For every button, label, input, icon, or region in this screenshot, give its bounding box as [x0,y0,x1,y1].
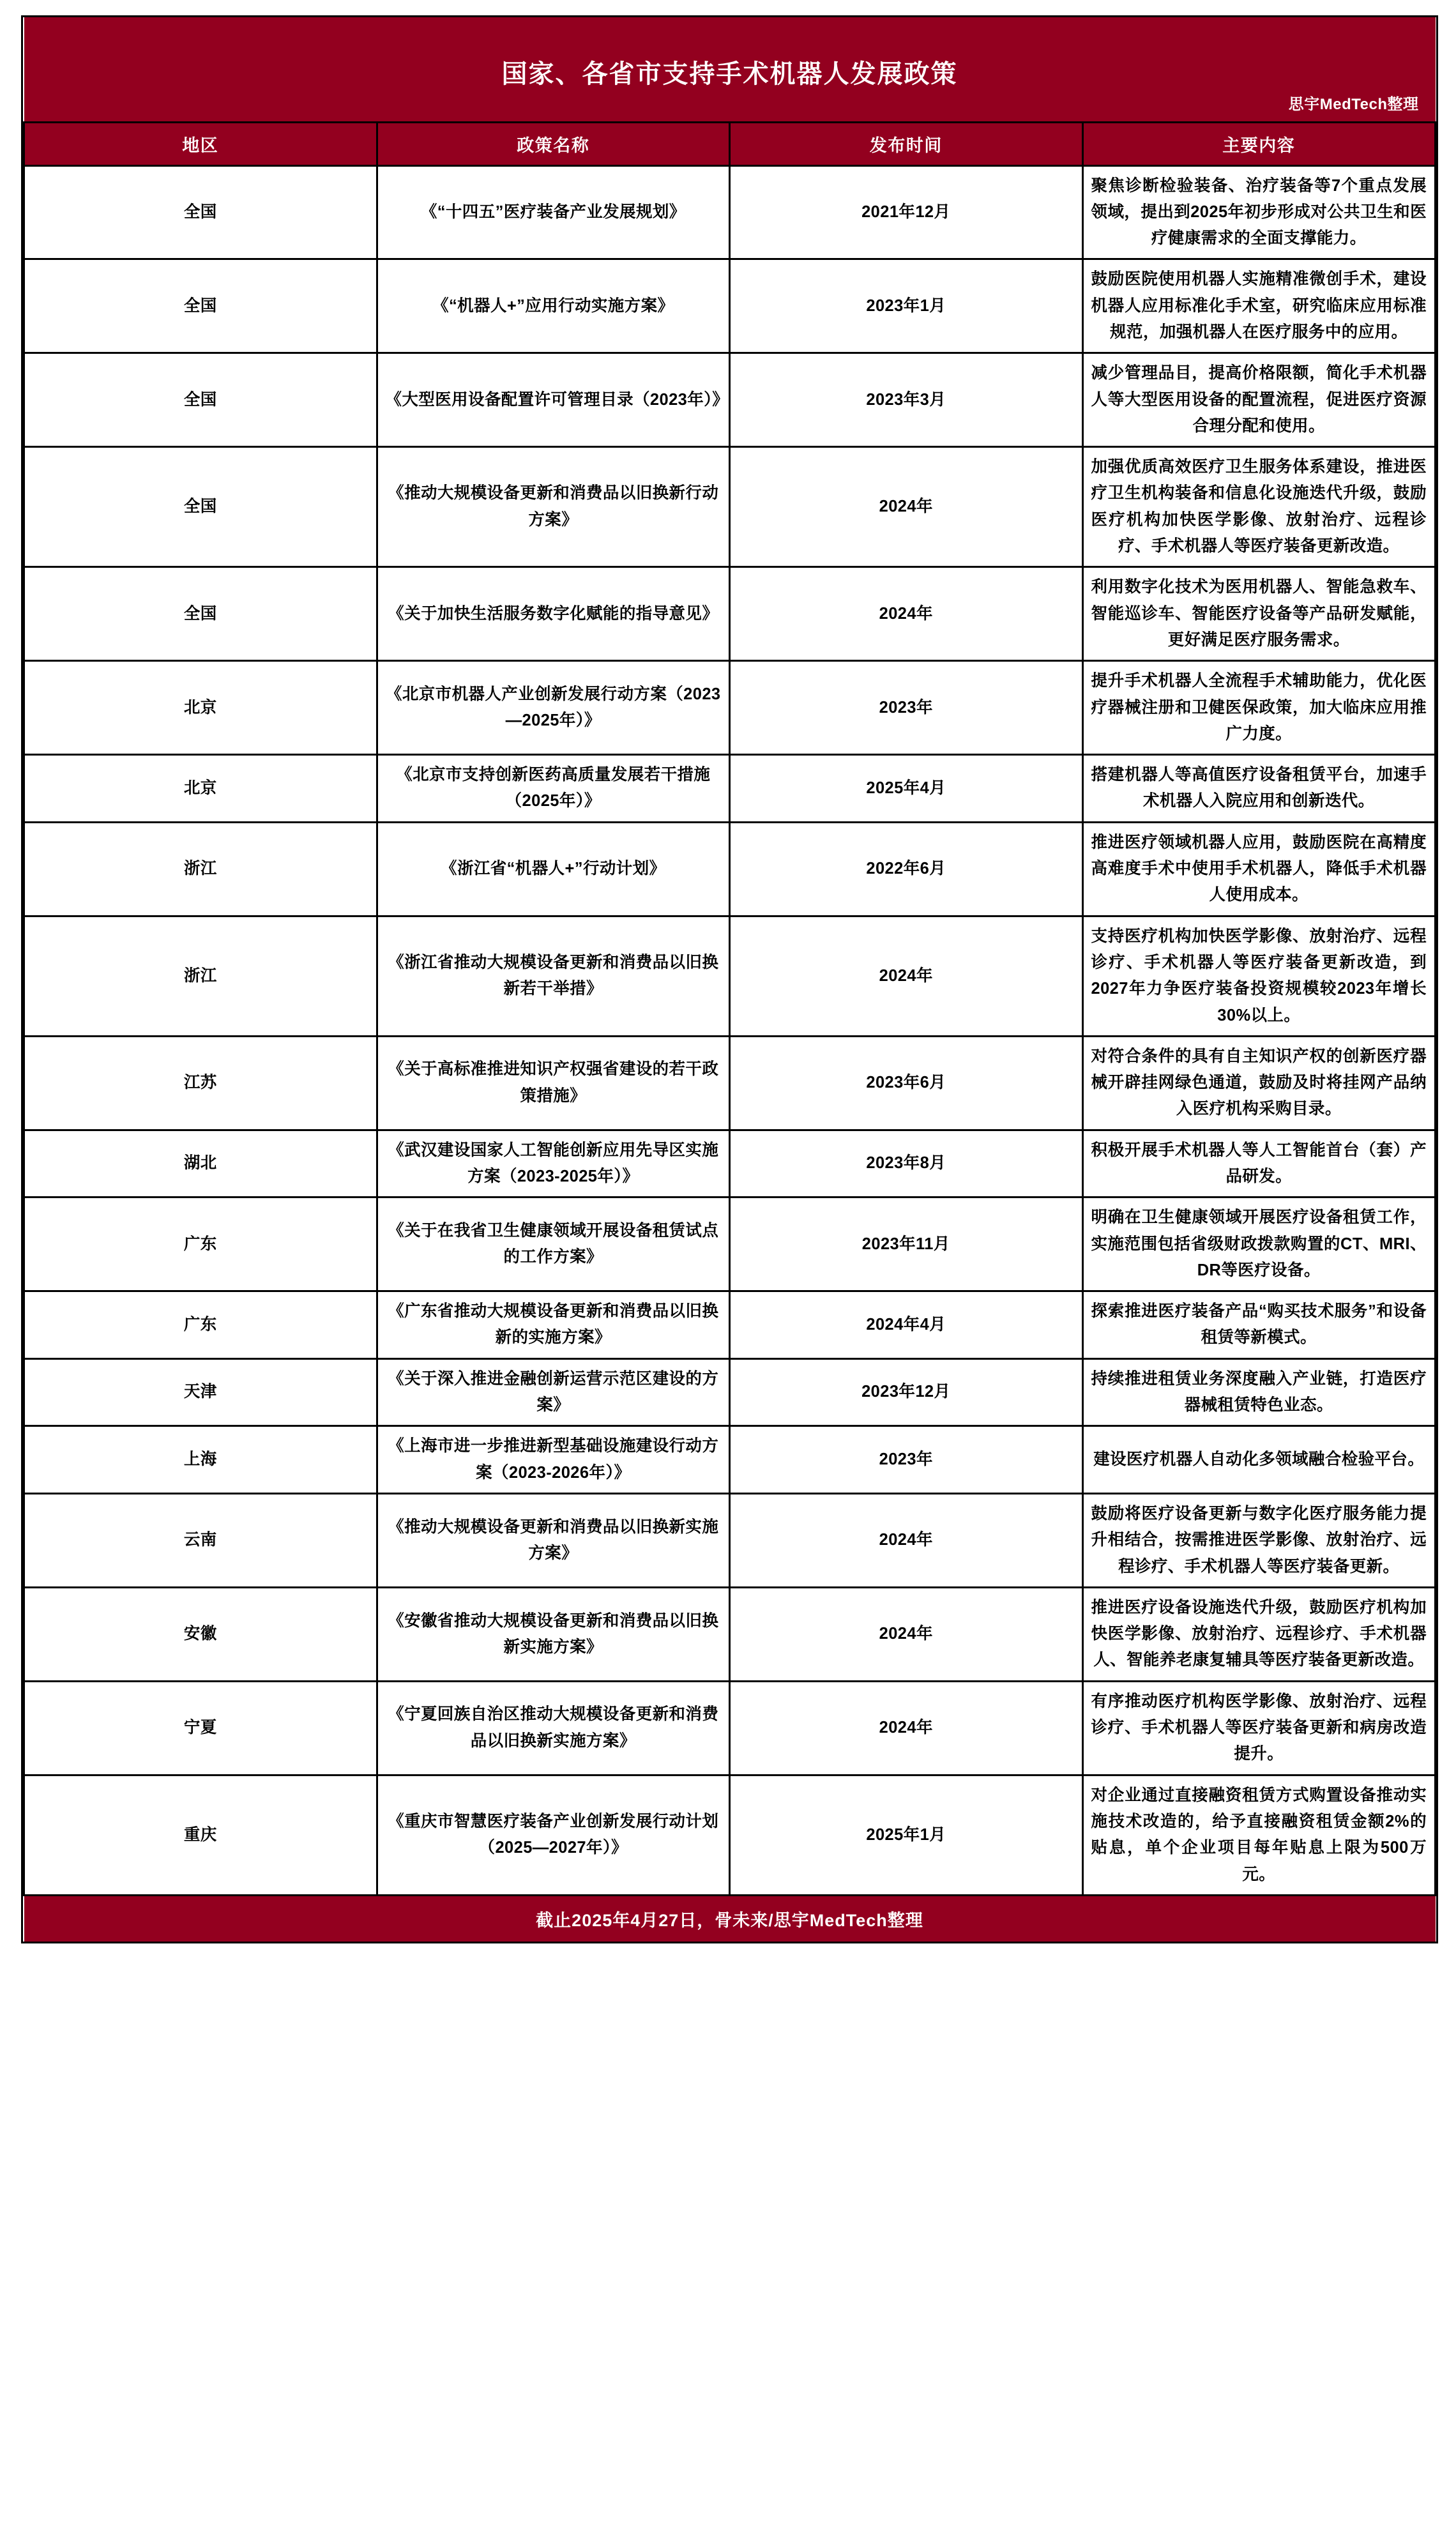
cell-region: 广东 [24,1197,377,1291]
cell-release-date: 2023年12月 [730,1358,1083,1426]
table-row [24,1130,1436,1197]
table-row [24,822,1436,916]
table-row [24,259,1436,353]
cell-region: 北京 [24,755,377,823]
table-head [24,17,1436,165]
table-row [24,916,1436,1036]
cell-release-date: 2023年 [730,661,1083,755]
cell-policy-name: 《北京市支持创新医药高质量发展若干措施（2025年）》 [377,755,730,823]
cell-main-content: 明确在卫生健康领域开展医疗设备租赁工作，实施范围包括省级财政拨款购置的CT、MRI、DR等医疗设备。 [1082,1197,1436,1291]
table-row [24,1681,1436,1775]
banner-row [24,17,1436,122]
cell-policy-name: 《宁夏回族自治区推动大规模设备更新和消费品以旧换新实施方案》 [377,1681,730,1775]
column-header-name: 政策名称 [377,122,730,165]
cell-main-content: 加强优质高效医疗卫生服务体系建设，推进医疗卫生机构装备和信息化设施迭代升级，鼓励医疗机构加快医学影像、放射治疗、远程诊疗、手术机器人等医疗装备更新改造。 [1082,447,1436,567]
cell-release-date: 2023年1月 [730,259,1083,353]
cell-region: 浙江 [24,822,377,916]
policy-table [23,17,1436,1942]
table-row [24,1775,1436,1895]
cell-main-content: 对企业通过直接融资租赁方式购置设备推动实施技术改造的，给予直接融资租赁金额2%的贴息，单个企业项目每年贴息上限为500万元。 [1082,1775,1436,1895]
cell-policy-name: 《关于深入推进金融创新运营示范区建设的方案》 [377,1358,730,1426]
cell-main-content: 对符合条件的具有自主知识产权的创新医疗器械开辟挂网绿色通道，鼓励及时将挂网产品纳入医疗机构采购目录。 [1082,1036,1436,1130]
cell-main-content: 搭建机器人等高值医疗设备租赁平台，加速手术机器人入院应用和创新迭代。 [1082,755,1436,823]
table-row [24,567,1436,661]
cell-region: 安徽 [24,1587,377,1681]
cell-release-date: 2023年11月 [730,1197,1083,1291]
cell-policy-name: 《关于高标准推进知识产权强省建设的若干政策措施》 [377,1036,730,1130]
cell-main-content: 推进医疗设备设施迭代升级，鼓励医疗机构加快医学影像、放射治疗、远程诊疗、手术机器人、智能养老康复辅具等医疗装备更新改造。 [1082,1587,1436,1681]
cell-release-date: 2024年 [730,1681,1083,1775]
cell-region: 江苏 [24,1036,377,1130]
cell-main-content: 支持医疗机构加快医学影像、放射治疗、远程诊疗、手术机器人等医疗装备更新改造，到2027年力争医疗装备投资规模较2023年增长30%以上。 [1082,916,1436,1036]
table-row [24,1197,1436,1291]
cell-release-date: 2025年1月 [730,1775,1083,1895]
table-row [24,755,1436,823]
table-row [24,353,1436,447]
cell-policy-name: 《重庆市智慧医疗装备产业创新发展行动计划（2025—2027年）》 [377,1775,730,1895]
cell-region: 云南 [24,1493,377,1587]
cell-policy-name: 《浙江省“机器人+”行动计划》 [377,822,730,916]
cell-policy-name: 《关于加快生活服务数字化赋能的指导意见》 [377,567,730,661]
cell-policy-name: 《安徽省推动大规模设备更新和消费品以旧换新实施方案》 [377,1587,730,1681]
cell-region: 上海 [24,1426,377,1494]
cell-main-content: 减少管理品目，提高价格限额，简化手术机器人等大型医用设备的配置流程，促进医疗资源合理分配和使用。 [1082,353,1436,447]
cell-release-date: 2024年 [730,916,1083,1036]
cell-main-content: 持续推进租赁业务深度融入产业链，打造医疗器械租赁特色业态。 [1082,1358,1436,1426]
cell-release-date: 2024年 [730,1587,1083,1681]
table-foot [24,1895,1436,1942]
table-row [24,1426,1436,1494]
cell-policy-name: 《武汉建设国家人工智能创新应用先导区实施方案（2023-2025年）》 [377,1130,730,1197]
cell-release-date: 2024年 [730,447,1083,567]
cell-main-content: 提升手术机器人全流程手术辅助能力，优化医疗器械注册和卫健医保政策，加大临床应用推广力度。 [1082,661,1436,755]
page-title: 国家、各省市支持手术机器人发展政策 [501,60,958,89]
cell-region: 全国 [24,567,377,661]
table-row [24,1587,1436,1681]
cell-release-date: 2021年12月 [730,165,1083,259]
cell-region: 浙江 [24,916,377,1036]
cell-policy-name: 《关于在我省卫生健康领域开展设备租赁试点的工作方案》 [377,1197,730,1291]
cell-policy-name: 《大型医用设备配置许可管理目录（2023年）》 [377,353,730,447]
table-row [24,1291,1436,1359]
cell-region: 全国 [24,447,377,567]
cell-policy-name: 《广东省推动大规模设备更新和消费品以旧换新的实施方案》 [377,1291,730,1359]
cell-region: 宁夏 [24,1681,377,1775]
cell-main-content: 有序推动医疗机构医学影像、放射治疗、远程诊疗、手术机器人等医疗装备更新和病房改造提升。 [1082,1681,1436,1775]
table-body [24,165,1436,1895]
cell-main-content: 积极开展手术机器人等人工智能首台（套）产品研发。 [1082,1130,1436,1197]
column-header-content: 主要内容 [1082,122,1436,165]
table-row [24,1036,1436,1130]
cell-release-date: 2024年 [730,1493,1083,1587]
column-header-region: 地区 [24,122,377,165]
cell-release-date: 2023年 [730,1426,1083,1494]
cell-release-date: 2022年6月 [730,822,1083,916]
table-row [24,1493,1436,1587]
cell-main-content: 鼓励将医疗设备更新与数字化医疗服务能力提升相结合，按需推进医学影像、放射治疗、远程诊疗、手术机器人等医疗装备更新。 [1082,1493,1436,1587]
cell-policy-name: 《“机器人+”应用行动实施方案》 [377,259,730,353]
cell-region: 全国 [24,165,377,259]
cell-main-content: 聚焦诊断检验装备、治疗装备等7个重点发展领域，提出到2025年初步形成对公共卫生和医疗健康需求的全面支撑能力。 [1082,165,1436,259]
cell-main-content: 利用数字化技术为医用机器人、智能急救车、智能巡诊车、智能医疗设备等产品研发赋能，更好满足医疗服务需求。 [1082,567,1436,661]
cell-release-date: 2023年6月 [730,1036,1083,1130]
cell-main-content: 推进医疗领域机器人应用，鼓励医院在高精度高难度手术中使用手术机器人，降低手术机器人使用成本。 [1082,822,1436,916]
cell-main-content: 鼓励医院使用机器人实施精准微创手术，建设机器人应用标准化手术室，研究临床应用标准规范，加强机器人在医疗服务中的应用。 [1082,259,1436,353]
cell-region: 广东 [24,1291,377,1359]
cell-region: 北京 [24,661,377,755]
cell-policy-name: 《浙江省推动大规模设备更新和消费品以旧换新若干举措》 [377,916,730,1036]
cell-region: 全国 [24,353,377,447]
column-header-date: 发布时间 [730,122,1083,165]
banner-credit: 思宇MedTech整理 [1288,95,1419,113]
table-row [24,1358,1436,1426]
footer-note: 截止2025年4月27日，骨未来/思宇MedTech整理 [24,1895,1436,1942]
cell-region: 湖北 [24,1130,377,1197]
cell-region: 天津 [24,1358,377,1426]
cell-policy-name: 《上海市进一步推进新型基础设施建设行动方案（2023-2026年）》 [377,1426,730,1494]
cell-release-date: 2024年4月 [730,1291,1083,1359]
banner [24,17,1436,122]
footer-row [24,1895,1436,1942]
table-row [24,661,1436,755]
table-container [21,15,1438,1943]
cell-region: 重庆 [24,1775,377,1895]
column-header-row [24,122,1436,165]
cell-policy-name: 《“十四五”医疗装备产业发展规划》 [377,165,730,259]
table-row [24,165,1436,259]
cell-policy-name: 《北京市机器人产业创新发展行动方案（2023—2025年）》 [377,661,730,755]
cell-release-date: 2023年8月 [730,1130,1083,1197]
cell-release-date: 2023年3月 [730,353,1083,447]
cell-policy-name: 《推动大规模设备更新和消费品以旧换新行动方案》 [377,447,730,567]
cell-main-content: 建设医疗机器人自动化多领域融合检验平台。 [1082,1426,1436,1494]
cell-region: 全国 [24,259,377,353]
cell-main-content: 探索推进医疗装备产品“购买技术服务”和设备租赁等新模式。 [1082,1291,1436,1359]
table-row [24,447,1436,567]
cell-release-date: 2024年 [730,567,1083,661]
cell-policy-name: 《推动大规模设备更新和消费品以旧换新实施方案》 [377,1493,730,1587]
cell-release-date: 2025年4月 [730,755,1083,823]
